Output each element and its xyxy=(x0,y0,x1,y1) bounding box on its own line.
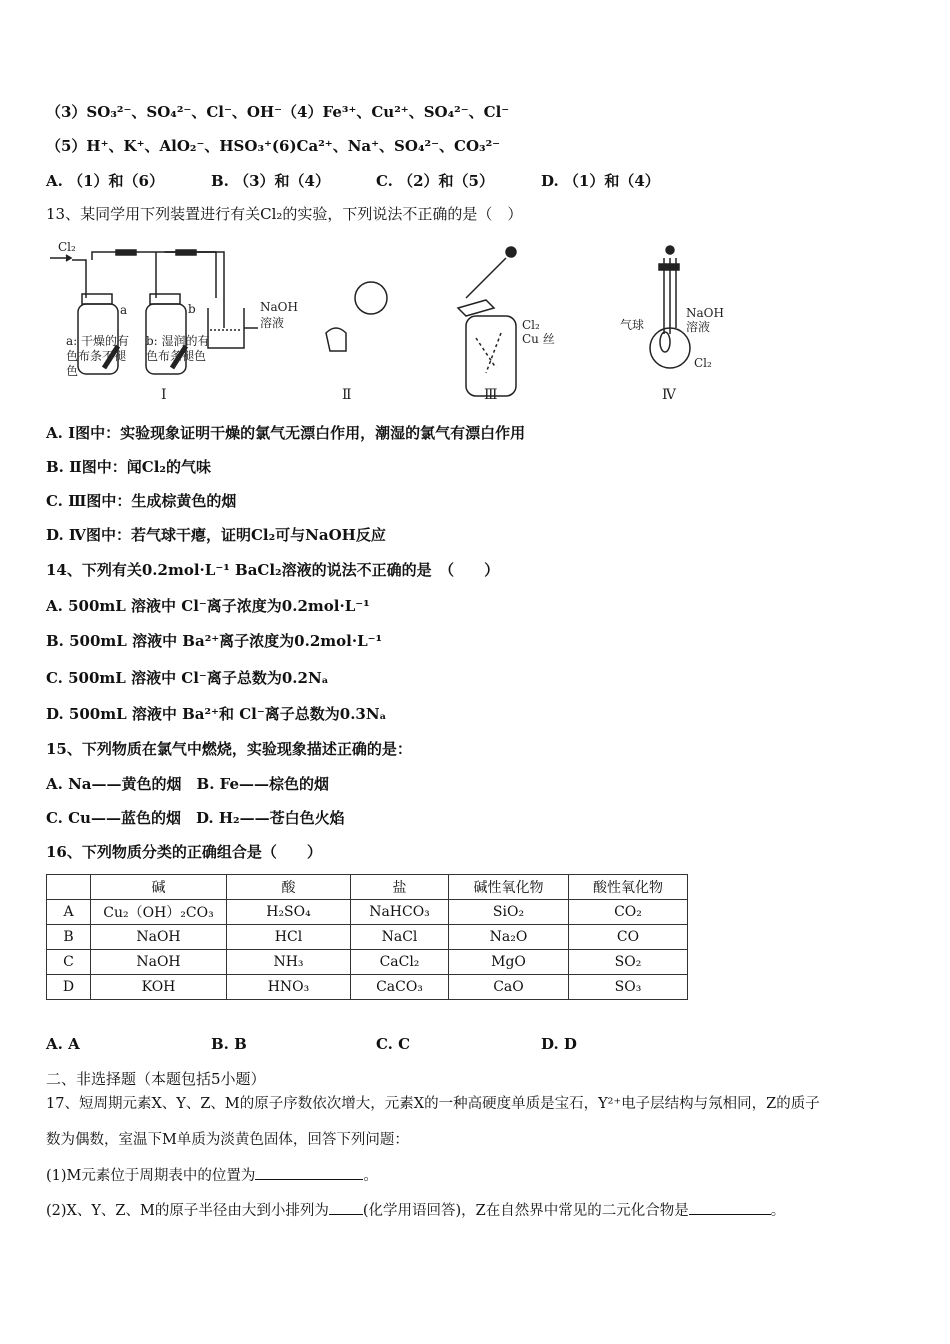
table-cell: HNO₃ xyxy=(227,975,351,1000)
header-cell: 酸性氧化物 xyxy=(569,875,688,900)
fig3-cl2-label: Cl₂ xyxy=(522,318,540,332)
table-cell: SO₂ xyxy=(569,950,688,975)
q16-stem: 16、下列物质分类的正确组合是（ ） xyxy=(46,843,322,861)
table-cell: NaOH xyxy=(91,925,227,950)
q17-stem-line2: 数为偶数，室温下M单质为淡黄色固体，回答下列问题： xyxy=(46,1132,409,1148)
q17-part2-blank2[interactable] xyxy=(689,1200,771,1215)
table-header-row xyxy=(47,875,688,900)
q13-option-b: B. Ⅱ图中：闻Cl₂的气味 xyxy=(46,458,211,476)
table-cell: CO₂ xyxy=(569,900,688,925)
header-cell: 碱性氧化物 xyxy=(449,875,569,900)
q14-option-d: D. 500mL 溶液中 Ba²⁺和 Cl⁻离子总数为0.3Nₐ xyxy=(46,705,387,723)
table-cell: Cu₂（OH）₂CO₃ xyxy=(91,900,227,925)
q17-part1 xyxy=(46,1165,378,1186)
q16-option-a: A. A xyxy=(46,1035,80,1053)
fig-roman-1: Ⅰ xyxy=(161,387,167,403)
q16-option-b: B. B xyxy=(211,1035,247,1053)
q12-option-d: D. （1）和（4） xyxy=(541,172,660,190)
table-cell: MgO xyxy=(449,950,569,975)
q13-option-d: D. Ⅳ图中：若气球干瘪，证明Cl₂可与NaOH反应 xyxy=(46,526,386,544)
q14-option-b: B. 500mL 溶液中 Ba²⁺离子浓度为0.2mol·L⁻¹ xyxy=(46,632,383,650)
fig-solution-label: 溶液 xyxy=(260,316,285,330)
q14-stem: 14、下列有关0.2mol·L⁻¹ BaCl₂溶液的说法不正确的是 （ ） xyxy=(46,561,500,579)
table-row xyxy=(47,925,688,950)
header-cell: 碱 xyxy=(91,875,227,900)
q15-options-row2: C. Cu——蓝色的烟 D. H₂——苍白色火焰 xyxy=(46,809,345,827)
table-cell: H₂SO₄ xyxy=(227,900,351,925)
table-cell: Na₂O xyxy=(449,925,569,950)
header-cell: 酸 xyxy=(227,875,351,900)
q16-option-d: D. D xyxy=(541,1035,577,1053)
q12-option-b: B. （3）和（4） xyxy=(211,172,330,190)
fig-naoh-label: NaOH xyxy=(260,300,298,314)
fig4-naoh-label: NaOH xyxy=(686,306,724,320)
table-cell: HCl xyxy=(227,925,351,950)
header-cell xyxy=(47,875,91,900)
fig-roman-2: Ⅱ xyxy=(342,387,352,403)
table-cell: NaHCO₃ xyxy=(351,900,449,925)
q17-part1-text: (1)M元素位于周期表中的位置为 xyxy=(46,1168,256,1184)
q14-option-c: C. 500mL 溶液中 Cl⁻离子总数为0.2Nₐ xyxy=(46,669,329,687)
table-cell: C xyxy=(47,950,91,975)
q13-option-c: C. Ⅲ图中：生成棕黄色的烟 xyxy=(46,492,237,510)
table-cell: CO xyxy=(569,925,688,950)
table-cell: SO₃ xyxy=(569,975,688,1000)
q15-stem: 15、下列物质在氯气中燃烧，实验现象描述正确的是： xyxy=(46,740,412,758)
fig4-solution-label: 溶液 xyxy=(686,320,711,334)
table-cell: CaO xyxy=(449,975,569,1000)
table-cell: NaCl xyxy=(351,925,449,950)
classification-table xyxy=(46,874,688,1000)
fig3-cu-label: Cu 丝 xyxy=(522,332,555,346)
q12-line5: （5）H⁺、K⁺、AlO₂⁻、HSO₃⁺(6)Ca²⁺、Na⁺、SO₄²⁻、CO₃²⁻ xyxy=(46,137,501,155)
table-cell: D xyxy=(47,975,91,1000)
q13-figure xyxy=(46,238,746,408)
fig4-cl2-label: Cl₂ xyxy=(694,356,712,370)
q12-line3: （3）SO₃²⁻、SO₄²⁻、Cl⁻、OH⁻（4）Fe³⁺、Cu²⁺、SO₄²⁻、Cl⁻ xyxy=(46,103,510,121)
fig-a-label: a xyxy=(120,303,128,317)
q17-part2-mid: (化学用语回答)，Z在自然界中常见的二元化合物是 xyxy=(362,1203,689,1219)
fig4-balloon-label: 气球 xyxy=(620,318,645,332)
table-row xyxy=(47,900,688,925)
table-cell: KOH xyxy=(91,975,227,1000)
section-heading: 二、非选择题（本题包括5小题） xyxy=(46,1070,266,1088)
table-cell: NH₃ xyxy=(227,950,351,975)
table-cell: A xyxy=(47,900,91,925)
fig-wet-cloth-caption: b: 湿润的有色布条褪色 xyxy=(146,334,210,363)
q15-options-row1: A. Na——黄色的烟 B. Fe——棕色的烟 xyxy=(46,775,330,793)
table-cell: B xyxy=(47,925,91,950)
table-row xyxy=(47,950,688,975)
table-row xyxy=(47,975,688,1000)
fig-dry-cloth-caption: a: 干燥的有色布条不褪色 xyxy=(66,334,130,378)
table-cell: CaCO₃ xyxy=(351,975,449,1000)
q16-option-c: C. C xyxy=(376,1035,411,1053)
table-cell: SiO₂ xyxy=(449,900,569,925)
q17-part1-blank[interactable] xyxy=(255,1165,363,1180)
q17-part2 xyxy=(46,1200,785,1221)
header-cell: 盐 xyxy=(351,875,449,900)
q17-stem-line1: 17、短周期元素X、Y、Z、M的原子序数依次增大，元素X的一种高硬度单质是宝石，Y²⁺电子层结构与氖相同，Z的质子 xyxy=(46,1096,820,1112)
q13-stem: 13、某同学用下列装置进行有关Cl₂的实验，下列说法不正确的是（ ） xyxy=(46,205,523,223)
q13-option-a: A. Ⅰ图中：实验现象证明干燥的氯气无漂白作用，潮湿的氯气有漂白作用 xyxy=(46,424,526,442)
fig-b-label: b xyxy=(188,302,196,316)
fig-cl2-label: Cl₂ xyxy=(58,240,76,254)
fig-roman-3: Ⅲ xyxy=(484,387,498,403)
q17-part1-end: 。 xyxy=(363,1168,378,1184)
q17-part2-end: 。 xyxy=(770,1203,786,1219)
q12-option-a: A. （1）和（6） xyxy=(46,172,164,190)
q12-option-c: C. （2）和（5） xyxy=(376,172,494,190)
q14-option-a: A. 500mL 溶液中 Cl⁻离子浓度为0.2mol·L⁻¹ xyxy=(46,597,370,615)
q17-part2-text: (2)X、Y、Z、M的原子半径由大到小排列为 xyxy=(46,1203,329,1219)
table-cell: CaCl₂ xyxy=(351,950,449,975)
q17-part2-blank1[interactable] xyxy=(329,1200,363,1215)
fig-roman-4: Ⅳ xyxy=(662,387,676,403)
table-cell: NaOH xyxy=(91,950,227,975)
